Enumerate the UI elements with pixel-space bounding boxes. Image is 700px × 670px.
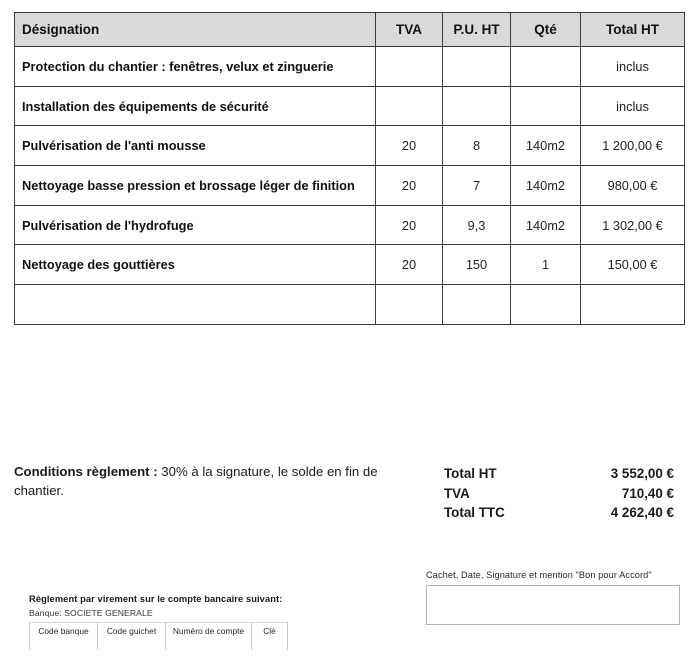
table-row	[15, 166, 685, 206]
total-ttc-label: Total TTC	[444, 505, 505, 520]
cell-pu-ht	[443, 47, 511, 87]
bank-account-table	[29, 622, 288, 650]
column-header-qte: Qté	[511, 13, 581, 47]
cell-total-ht: 1 200,00 €	[581, 126, 685, 166]
table-empty-space	[15, 285, 685, 325]
cell-tva	[376, 86, 443, 126]
cell-qte: 1	[511, 245, 581, 285]
column-header-total-ht: Total HT	[581, 13, 685, 47]
total-ht-label: Total HT	[444, 466, 497, 481]
bank-value-code-banque	[30, 639, 98, 650]
bank-details-title: Règlement par virement sur le compte bancaire suivant:	[29, 594, 283, 604]
bank-column-numero-de-compte: Numéro de compte	[166, 623, 252, 640]
bank-table-header-row	[30, 623, 288, 640]
empty-cell-total-ht	[581, 285, 685, 325]
cell-designation: Pulvérisation de l'hydrofuge	[15, 205, 376, 245]
cell-designation: Nettoyage des gouttières	[15, 245, 376, 285]
summary-section	[0, 462, 700, 532]
cell-qte: 140m2	[511, 166, 581, 206]
total-ht-value: 3 552,00 €	[610, 466, 674, 481]
bank-name: Banque: SOCIETE GENERALE	[29, 608, 153, 618]
cell-designation: Installation des équipements de sécurité	[15, 86, 376, 126]
tva-row	[444, 484, 674, 504]
cell-total-ht: 1 302,00 €	[581, 205, 685, 245]
bank-details-block	[29, 594, 329, 650]
payment-conditions	[14, 462, 399, 500]
cell-tva	[376, 47, 443, 87]
empty-cell-tva	[376, 285, 443, 325]
empty-cell-pu-ht	[443, 285, 511, 325]
cell-total-ht: inclus	[581, 47, 685, 87]
table-row	[15, 245, 685, 285]
tva-value: 710,40 €	[621, 485, 674, 501]
bank-value-cle	[252, 639, 288, 650]
payment-conditions-text: 30% à la signature, le solde en fin de chantier.	[14, 464, 378, 498]
quote-table-container	[14, 12, 684, 325]
cell-qte	[511, 47, 581, 87]
total-ttc-row	[444, 503, 674, 523]
cell-total-ht: 980,00 €	[581, 166, 685, 206]
cell-pu-ht: 150	[443, 245, 511, 285]
cell-pu-ht: 9,3	[443, 205, 511, 245]
empty-cell-designation	[15, 285, 376, 325]
signature-box[interactable]	[426, 585, 680, 625]
column-header-pu-ht: P.U. HT	[443, 13, 511, 47]
tva-label: TVA	[444, 485, 470, 501]
signature-block	[426, 570, 682, 625]
cell-qte: 140m2	[511, 205, 581, 245]
table-row	[15, 86, 685, 126]
total-ttc-value: 4 262,40 €	[610, 505, 674, 520]
cell-tva: 20	[376, 245, 443, 285]
quote-table-header-row	[15, 13, 685, 47]
table-row	[15, 126, 685, 166]
empty-cell-qte	[511, 285, 581, 325]
bank-table-value-row	[30, 639, 288, 650]
bank-column-code-banque: Code banque	[30, 623, 98, 640]
cell-designation: Nettoyage basse pression et brossage léger de finition	[15, 166, 376, 206]
signature-label: Cachet, Date, Signature et mention "Bon pour Accord"	[426, 570, 652, 580]
quote-table	[14, 12, 685, 325]
cell-tva: 20	[376, 205, 443, 245]
cell-tva: 20	[376, 126, 443, 166]
cell-qte: 140m2	[511, 126, 581, 166]
cell-qte	[511, 86, 581, 126]
bank-column-code-guichet: Code guichet	[98, 623, 166, 640]
cell-designation: Protection du chantier : fenêtres, velux et zinguerie	[15, 47, 376, 87]
bank-value-code-guichet	[98, 639, 166, 650]
bank-value-numero-de-compte	[166, 639, 252, 650]
cell-designation: Pulvérisation de l'anti mousse	[15, 126, 376, 166]
cell-pu-ht: 7	[443, 166, 511, 206]
payment-conditions-label: Conditions règlement :	[14, 464, 158, 479]
cell-pu-ht	[443, 86, 511, 126]
cell-total-ht: inclus	[581, 86, 685, 126]
column-header-tva: TVA	[376, 13, 443, 47]
cell-pu-ht: 8	[443, 126, 511, 166]
table-row	[15, 47, 685, 87]
bank-column-cle: Clé	[252, 623, 288, 640]
totals-block	[444, 464, 674, 523]
cell-total-ht: 150,00 €	[581, 245, 685, 285]
total-ht-row	[444, 464, 674, 484]
table-row	[15, 205, 685, 245]
cell-tva: 20	[376, 166, 443, 206]
column-header-designation: Désignation	[15, 13, 376, 47]
